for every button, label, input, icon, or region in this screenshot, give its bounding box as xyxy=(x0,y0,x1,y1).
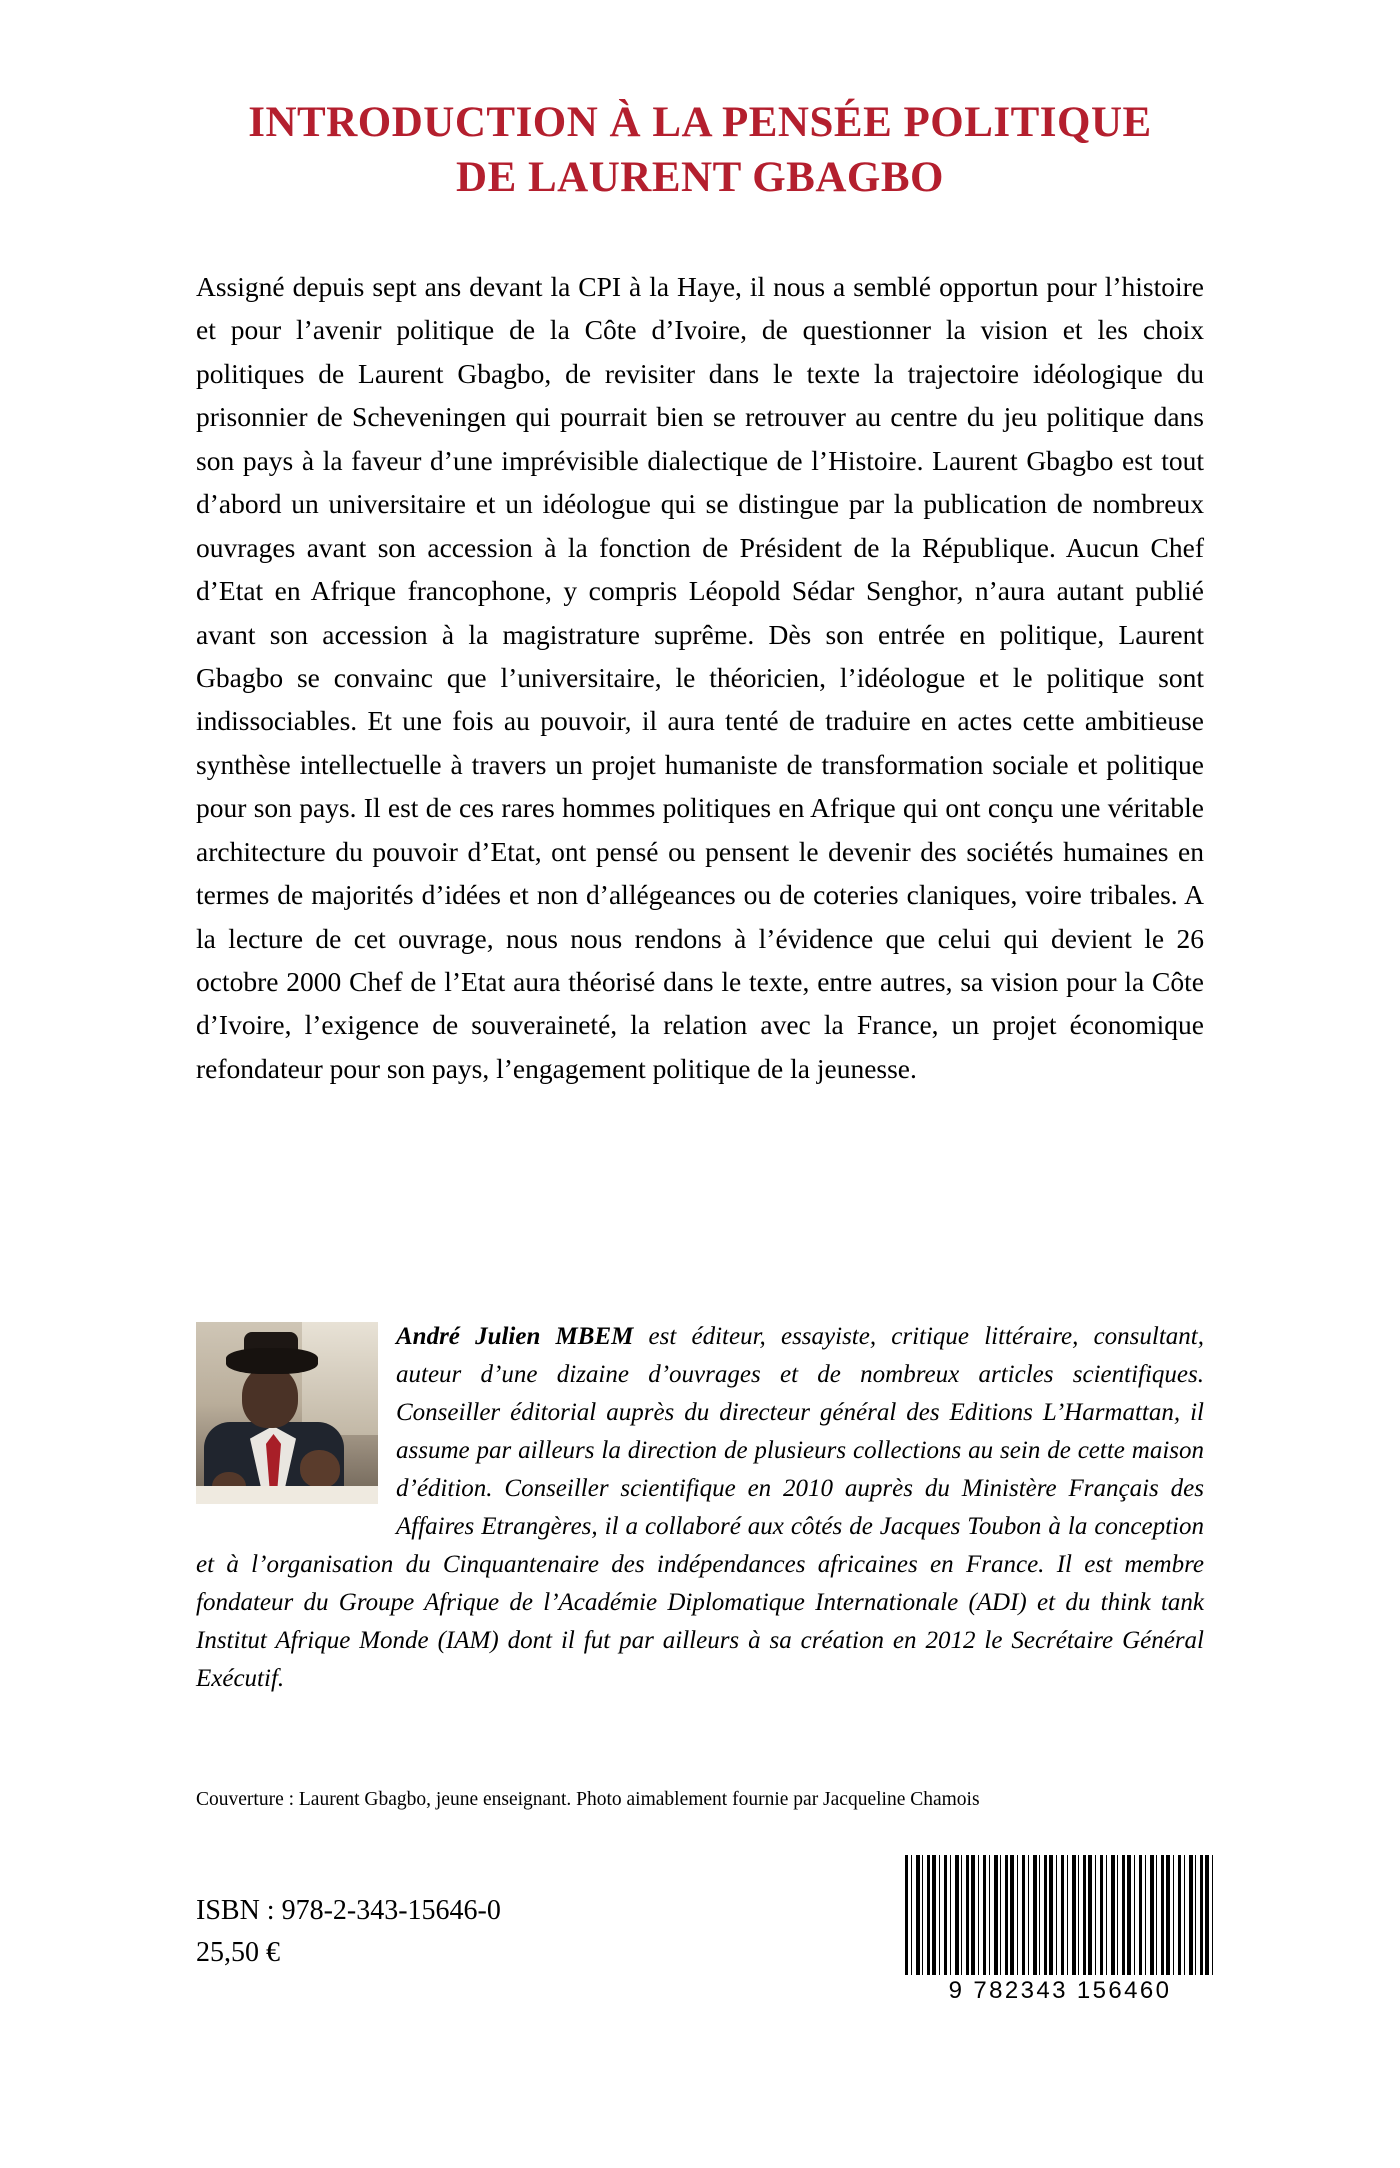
author-bio-block xyxy=(196,1318,1204,1698)
photo-head xyxy=(242,1366,298,1428)
isbn-price-block xyxy=(196,1890,501,1974)
barcode xyxy=(905,1855,1215,2005)
book-blurb: Assigné depuis sept ans devant la CPI à la Haye, il nous a semblé opportun pour l’histoire et pour l’avenir politique de la Côte d’Ivoire, de questionner la vision et les choix politiques de Laurent Gbagbo, de revisiter dans le texte la trajectoire idéologique du prisonnier de Scheveningen qui pourrait bien se retrouver au centre du jeu politique dans son pays à la faveur d’une imprévisible dialectique de l’Histoire. Laurent Gbagbo est tout d’abord un universitaire et un idéologue qui se distingue par la publication de nombreux ouvrages avant son accession à la fonction de Président de la République. Aucun Chef d’Etat en Afrique francophone, y compris Léopold Sédar Senghor, n’aura autant publié avant son accession à la magistrature suprême. Dès son entrée en politique, Laurent Gbagbo se convainc que l’universitaire, le théoricien, l’idéologue et le politique sont indissociables. Et une fois au pouvoir, il aura tenté de traduire en actes cette ambitieuse synthèse intellectuelle à travers un projet humaniste de transformation sociale et politique pour son pays. Il est de ces rares hommes politiques en Afrique qui ont conçu une véritable architecture du pouvoir d’Etat, ont pensé ou pensent le devenir des sociétés humaines en termes de majorités d’idées et non d’allégeances ou de coteries claniques, voire tribales. A la lecture de cet ouvrage, nous nous rendons à l’évidence que celui qui devient le 26 octobre 2000 Chef de l’Etat aura théorisé dans le texte, entre autres, sa vision pour la Côte d’Ivoire, l’exigence de souveraineté, la relation avec la France, un projet économique refondateur pour son pays, l’engagement politique de la jeunesse. xyxy=(196,271,1204,1084)
cover-credit: Couverture : Laurent Gbagbo, jeune enseignant. Photo aimablement fournie par Jacqueline Chamois xyxy=(196,1789,980,1810)
book-title xyxy=(90,95,1310,205)
photo-table xyxy=(196,1486,378,1504)
barcode-bars xyxy=(905,1855,1215,1975)
barcode-digits: 9 782343 156460 xyxy=(948,1977,1172,2004)
price-text: 25,50 € xyxy=(196,1937,280,1968)
author-name: André Julien MBEM xyxy=(396,1323,634,1350)
author-portrait-photo xyxy=(196,1322,378,1504)
photo-hat-brim xyxy=(226,1348,318,1374)
book-title-line-2: DE LAURENT GBAGBO xyxy=(456,154,944,202)
book-title-line-1: INTRODUCTION À LA PENSÉE POLITIQUE xyxy=(248,99,1152,146)
isbn-text: ISBN : 978-2-343-15646-0 xyxy=(196,1895,501,1926)
author-bio-text: est éditeur, essayiste, critique littéraire, consultant, auteur d’une dizaine d’ouvrages et de nombreux articles scientifiques. Conseiller éditorial auprès du directeur général des Editions L’Harmattan, il assume par ailleurs la direction de plusieurs collections au sein de cette maison d’édition. Conseiller scientifique en 2010 auprès du Ministère Français des Affaires Etrangères, il a collaboré aux côtés de Jacques Toubon à la conception et à l’organisation du Cinquantenaire des indépendances africaines en France. Il est membre fondateur du Groupe Afrique de l’Académie Diplomatique Internationale (ADI) et du think tank Institut Afrique Monde (IAM) dont il fut par ailleurs à sa création en 2012 le Secrétaire Général Exécutif. xyxy=(196,1323,1204,1692)
photo-panel xyxy=(302,1322,378,1435)
photo-hand-right xyxy=(300,1450,340,1488)
